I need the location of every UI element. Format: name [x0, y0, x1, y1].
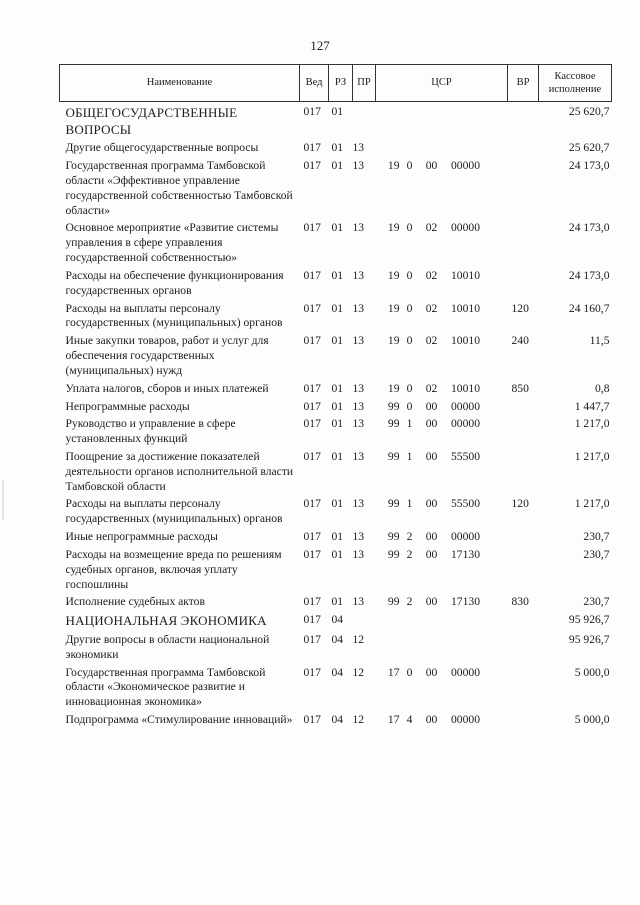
csr-part-3: 00: [425, 595, 438, 609]
row-name: Исполнение судебных актов: [65, 595, 205, 609]
row-csr: [376, 545, 508, 592]
csr-part-1: 19: [387, 381, 400, 395]
row-csr: [376, 397, 508, 415]
csr-part-1: 99: [387, 497, 400, 511]
table-row: [60, 663, 612, 710]
csr-part-4: 00000: [451, 713, 480, 727]
row-pr: 12: [352, 713, 365, 727]
table-row: [60, 710, 612, 728]
header-sum: Кассовое исполнение: [539, 65, 612, 102]
csr-part-1: 99: [387, 417, 400, 431]
row-pr: 13: [352, 301, 365, 315]
csr-part-4: 00000: [451, 221, 480, 235]
table-row: [60, 379, 612, 397]
row-ved: 017: [303, 159, 321, 173]
row-ved: 017: [303, 141, 321, 155]
csr-part-2: 4: [406, 713, 413, 727]
header-vr: ВР: [508, 65, 539, 102]
row-name: Расходы на выплаты персоналу государственных (муниципальных) органов: [65, 497, 283, 526]
csr-part-2: 0: [406, 301, 413, 315]
csr-part-3: 00: [425, 547, 438, 561]
row-sum: 230,7: [583, 595, 610, 609]
row-sum: 1 447,7: [574, 399, 610, 413]
row-vr: [508, 138, 539, 156]
row-sum: 24 173,0: [568, 221, 610, 235]
row-csr: [376, 414, 508, 447]
row-rz: 01: [331, 141, 344, 155]
csr-part-2: 2: [406, 530, 413, 544]
row-sum: 95 926,7: [568, 632, 610, 646]
row-rz: 04: [331, 713, 344, 727]
row-name: Уплата налогов, сборов и иных платежей: [65, 381, 269, 395]
row-ved: 017: [303, 221, 321, 235]
csr-part-1: 19: [387, 221, 400, 235]
row-ved: 017: [303, 497, 321, 511]
row-rz: 01: [331, 497, 344, 511]
row-sum: 24 173,0: [568, 268, 610, 282]
csr-part-2: 1: [406, 417, 413, 431]
csr-part-4: 10010: [451, 268, 480, 282]
row-vr: [508, 710, 539, 728]
row-name: Государственная программа Тамбовской области «Эффективное управление государственной собственностью Тамбовской области»: [65, 159, 293, 217]
csr-part-4: 10010: [451, 381, 480, 395]
row-rz: 01: [331, 301, 344, 315]
row-name: Другие общегосударственные вопросы: [65, 141, 259, 155]
csr-part-4: 10010: [451, 334, 480, 348]
csr-part-3: 00: [425, 713, 438, 727]
csr-part-3: 00: [425, 399, 438, 413]
csr-part-2: 0: [406, 221, 413, 235]
row-csr: [376, 494, 508, 527]
row-csr: [376, 630, 508, 663]
csr-part-2: 0: [406, 399, 413, 413]
row-ved: 017: [303, 449, 321, 463]
row-sum: 25 620,7: [568, 141, 610, 155]
row-name: Иные непрограммные расходы: [65, 530, 218, 544]
row-csr: [376, 447, 508, 494]
row-ved: 017: [303, 665, 321, 679]
table-row: [60, 545, 612, 592]
csr-part-4: 17130: [451, 547, 480, 561]
csr-part-4: 17130: [451, 595, 480, 609]
row-rz: 01: [331, 530, 344, 544]
csr-part-2: 0: [406, 268, 413, 282]
row-vr: [508, 266, 539, 299]
row-rz: 01: [331, 334, 344, 348]
row-pr: 13: [352, 268, 365, 282]
row-sum: 1 217,0: [574, 417, 610, 431]
table-row: [60, 138, 612, 156]
csr-part-4: 55500: [451, 497, 480, 511]
table-row: [60, 527, 612, 545]
table-row: [60, 218, 612, 265]
row-vr: 240: [511, 334, 529, 348]
row-name: Руководство и управление в сфере установленных функций: [65, 417, 236, 446]
row-csr: [376, 710, 508, 728]
csr-part-2: 0: [406, 159, 413, 173]
table-row: [60, 630, 612, 663]
row-name: Расходы на обеспечение функционирования государственных органов: [65, 268, 284, 297]
row-pr: [353, 102, 376, 139]
csr-part-4: 00000: [451, 417, 480, 431]
row-csr: [376, 331, 508, 378]
row-name: Поощрение за достижение показателей деятельности органов исполнительной власти Тамбовской области: [65, 449, 294, 493]
header-rz: РЗ: [329, 65, 353, 102]
csr-part-3: 00: [425, 530, 438, 544]
row-name: НАЦИОНАЛЬНАЯ ЭКОНОМИКА: [65, 613, 267, 629]
row-ved: 017: [303, 334, 321, 348]
row-sum: 24 173,0: [568, 159, 610, 173]
row-pr: 13: [352, 547, 365, 561]
row-rz: 04: [331, 632, 344, 646]
csr-part-3: 02: [425, 381, 438, 395]
row-rz: 04: [331, 613, 344, 627]
csr-part-1: 17: [387, 713, 400, 727]
csr-part-1: 17: [387, 665, 400, 679]
row-name: Другие вопросы в области национальной экономики: [65, 632, 270, 661]
row-ved: 017: [303, 301, 321, 315]
row-csr: [376, 156, 508, 218]
row-rz: 01: [331, 449, 344, 463]
csr-part-4: 00000: [451, 530, 480, 544]
row-rz: 01: [331, 417, 344, 431]
row-vr: [508, 102, 539, 139]
csr-part-1: 19: [387, 159, 400, 173]
header-ved: Вед: [300, 65, 329, 102]
csr-part-1: 19: [387, 268, 400, 282]
csr-part-1: 19: [387, 301, 400, 315]
row-sum: 1 217,0: [574, 497, 610, 511]
row-pr: 13: [352, 399, 365, 413]
row-vr: [508, 156, 539, 218]
table-row: [60, 447, 612, 494]
row-pr: 13: [352, 334, 365, 348]
row-csr: [376, 379, 508, 397]
csr-part-2: 0: [406, 665, 413, 679]
row-name: Государственная программа Тамбовской области «Экономическое развитие и инновационная экономика»: [65, 665, 266, 709]
row-vr: [508, 663, 539, 710]
row-sum: 11,5: [589, 334, 610, 348]
table-row: [60, 331, 612, 378]
csr-part-3: 02: [425, 334, 438, 348]
row-ved: 017: [303, 105, 321, 118]
csr-part-4: 55500: [451, 449, 480, 463]
section-row: [60, 102, 612, 139]
csr-part-2: 1: [406, 497, 413, 511]
row-sum: 0,8: [595, 381, 610, 395]
csr-part-3: 00: [425, 417, 438, 431]
csr-part-4: 00000: [451, 665, 480, 679]
row-name: Основное мероприятие «Развитие системы управления в сфере управления государственной собственностью»: [65, 221, 279, 265]
csr-part-1: 99: [387, 547, 400, 561]
row-ved: 017: [303, 381, 321, 395]
row-rz: 01: [331, 595, 344, 609]
row-csr: [376, 138, 508, 156]
row-csr: [376, 102, 508, 139]
scan-artifact: [2, 480, 4, 520]
row-vr: [508, 397, 539, 415]
table-row: [60, 397, 612, 415]
table-row: [60, 299, 612, 332]
row-vr: 830: [511, 595, 529, 609]
row-vr: 120: [511, 497, 529, 511]
row-pr: 13: [352, 449, 365, 463]
csr-part-2: 2: [406, 547, 413, 561]
row-vr: [508, 545, 539, 592]
row-sum: 1 217,0: [574, 449, 610, 463]
row-csr: [376, 266, 508, 299]
csr-part-3: 00: [425, 159, 438, 173]
row-csr: [376, 592, 508, 610]
row-vr: [508, 527, 539, 545]
row-pr: 13: [352, 159, 365, 173]
row-sum: 24 160,7: [568, 301, 610, 315]
row-pr: 13: [352, 417, 365, 431]
row-rz: 01: [331, 547, 344, 561]
row-pr: 13: [352, 497, 365, 511]
header-pr: ПР: [353, 65, 376, 102]
csr-part-2: 1: [406, 449, 413, 463]
row-name: Непрограммные расходы: [65, 399, 190, 413]
row-pr: 12: [352, 632, 365, 646]
row-csr: [376, 610, 508, 630]
row-vr: 120: [511, 301, 529, 315]
row-ved: 017: [303, 632, 321, 646]
row-pr: 13: [352, 141, 365, 155]
csr-part-1: 99: [387, 399, 400, 413]
row-sum: 95 926,7: [568, 613, 610, 627]
row-sum: 5 000,0: [574, 665, 610, 679]
row-rz: 01: [331, 381, 344, 395]
row-vr: [508, 414, 539, 447]
header-name: Наименование: [60, 65, 300, 102]
csr-part-3: 02: [425, 221, 438, 235]
table-row: [60, 414, 612, 447]
csr-part-1: 19: [387, 334, 400, 348]
row-name: ОБЩЕГОСУДАРСТВЕННЫЕ ВОПРОСЫ: [65, 105, 238, 137]
row-name: Расходы на возмещение вреда по решениям судебных органов, включая уплату госпошлины: [65, 547, 282, 591]
row-rz: 01: [331, 159, 344, 173]
row-ved: 017: [303, 613, 321, 627]
row-rz: 01: [331, 105, 344, 118]
section-row: [60, 610, 612, 630]
row-ved: 017: [303, 399, 321, 413]
csr-part-1: 99: [387, 530, 400, 544]
row-rz: 01: [331, 399, 344, 413]
row-pr: 13: [352, 381, 365, 395]
table-row: [60, 156, 612, 218]
row-ved: 017: [303, 417, 321, 431]
row-ved: 017: [303, 268, 321, 282]
row-csr: [376, 527, 508, 545]
row-ved: 017: [303, 713, 321, 727]
row-vr: [508, 630, 539, 663]
table-row: [60, 266, 612, 299]
page-number: 127: [310, 38, 330, 53]
csr-part-4: 00000: [451, 159, 480, 173]
row-ved: 017: [303, 547, 321, 561]
table-body: [60, 102, 612, 728]
row-vr: [508, 610, 539, 630]
header-csr: ЦСР: [376, 65, 508, 102]
row-vr: [508, 218, 539, 265]
row-pr: 12: [352, 665, 365, 679]
row-csr: [376, 218, 508, 265]
csr-part-2: 2: [406, 595, 413, 609]
csr-part-1: 99: [387, 595, 400, 609]
row-pr: 13: [352, 595, 365, 609]
row-csr: [376, 299, 508, 332]
row-ved: 017: [303, 595, 321, 609]
table-row: [60, 494, 612, 527]
csr-part-4: 00000: [451, 399, 480, 413]
budget-table: [59, 64, 612, 728]
csr-part-4: 10010: [451, 301, 480, 315]
row-vr: 850: [511, 381, 529, 395]
row-rz: 01: [331, 268, 344, 282]
csr-part-2: 0: [406, 381, 413, 395]
csr-part-1: 99: [387, 449, 400, 463]
csr-part-3: 00: [425, 665, 438, 679]
row-pr: 13: [352, 530, 365, 544]
row-rz: 01: [331, 221, 344, 235]
row-name: Расходы на выплаты персоналу государственных (муниципальных) органов: [65, 301, 283, 330]
row-name: Иные закупки товаров, работ и услуг для обеспечения государственных (муниципальных) нужд: [65, 334, 269, 377]
table-header: [60, 65, 612, 102]
csr-part-3: 00: [425, 449, 438, 463]
row-rz: 04: [331, 665, 344, 679]
row-vr: [508, 447, 539, 494]
csr-part-3: 02: [425, 268, 438, 282]
row-pr: 13: [352, 221, 365, 235]
row-csr: [376, 663, 508, 710]
csr-part-3: 02: [425, 301, 438, 315]
row-sum: 230,7: [583, 530, 610, 544]
csr-part-3: 00: [425, 497, 438, 511]
table-row: [60, 592, 612, 610]
row-sum: 230,7: [583, 547, 610, 561]
csr-part-2: 0: [406, 334, 413, 348]
row-ved: 017: [303, 530, 321, 544]
row-pr: [353, 610, 376, 630]
row-name: Подпрограмма «Стимулирование инноваций»: [65, 713, 293, 727]
row-sum: 5 000,0: [574, 713, 610, 727]
row-sum: 25 620,7: [568, 105, 610, 118]
